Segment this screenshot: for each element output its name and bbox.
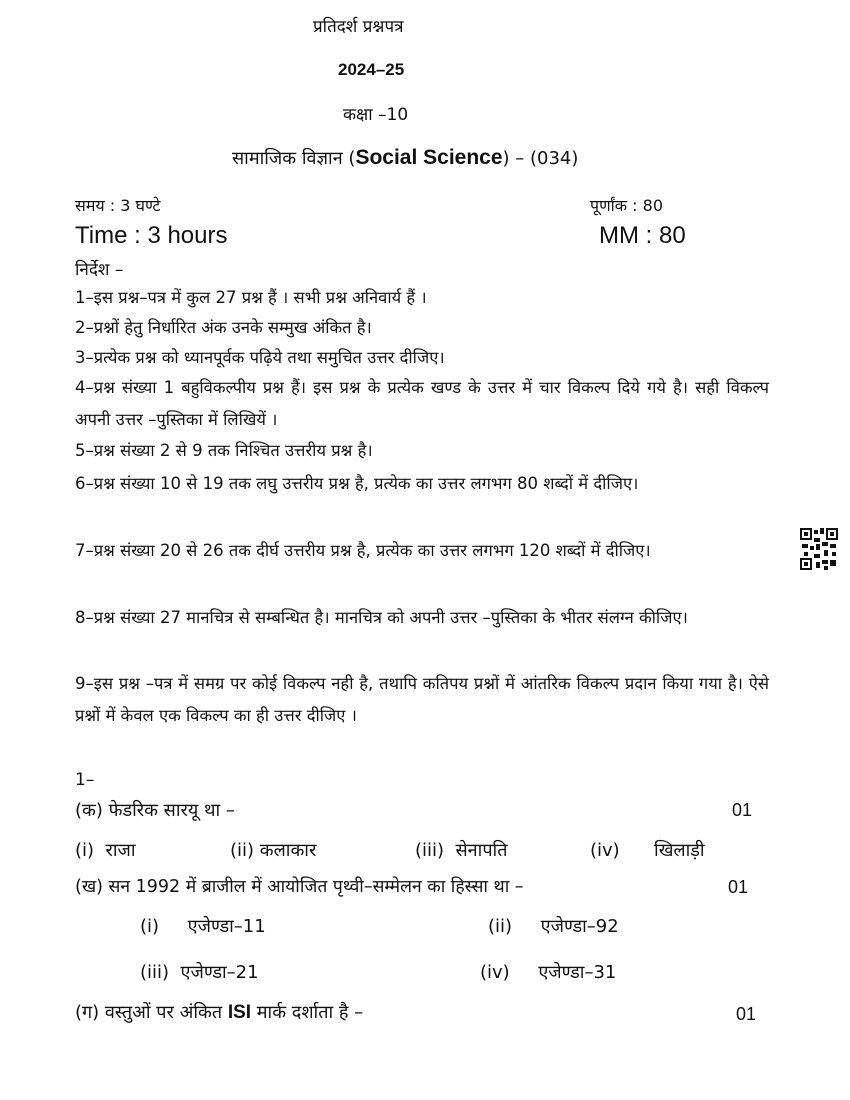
instruction-2: 2–प्रश्नों हेतु निर्धारित अंक उनके सम्मुख अंकित है।	[75, 318, 372, 337]
time-hindi: समय : 3 घण्टे	[75, 196, 161, 215]
question-1c-marks: 01	[736, 1004, 757, 1024]
option-1a-i: (i) राजा	[75, 840, 136, 861]
instruction-3: 3–प्रत्येक प्रश्न को ध्यानपूर्वक पढ़िये तथा समुचित उत्तर दीजिए।	[75, 348, 445, 367]
subject-hindi: सामाजिक विज्ञान (	[232, 148, 356, 169]
marks-hindi: पूर्णांक : 80	[590, 196, 664, 215]
subject-heading	[232, 146, 578, 170]
option-1a-ii: (ii) कलाकार	[230, 840, 317, 861]
instruction-5: 5–प्रश्न संख्या 2 से 9 तक निश्चित उत्तरीय प्रश्न है।	[75, 441, 373, 460]
session-year: 2024–25	[338, 60, 405, 79]
subject-code: ) – (034)	[502, 148, 579, 169]
instruction-8: 8–प्रश्न संख्या 27 मानचित्र से सम्बन्धित है। मानचित्र को अपनी उत्तर –पुस्तिका के भीतर संलग्न कीजिए।	[75, 608, 688, 627]
option-1b-i: (i) एजेण्डा–11	[140, 916, 266, 937]
instruction-6: 6–प्रश्न संख्या 10 से 19 तक लघु उत्तरीय प्रश्न है, प्रत्येक का उत्तर लगभग 80 शब्दों में दीजिए।	[75, 474, 639, 493]
option-1b-iii: (iii) एजेण्डा–21	[140, 962, 259, 983]
question-number: 1–	[75, 770, 95, 790]
option-1b-iv: (iv) एजेण्डा–31	[480, 962, 617, 983]
paper-title: प्रतिदर्श प्रश्नपत्र	[313, 17, 404, 37]
question-1a-marks: 01	[732, 800, 753, 820]
subject-english: Social Science	[355, 146, 503, 169]
time-english: Time : 3 hours	[75, 222, 228, 249]
option-1a-iv: (iv) खिलाड़ी	[590, 840, 705, 861]
marks-english: MM : 80	[599, 222, 686, 249]
option-1b-ii: (ii) एजेण्डा–92	[488, 916, 619, 937]
instruction-7: 7–प्रश्न संख्या 20 से 26 तक दीर्घ उत्तरीय प्रश्न है, प्रत्येक का उत्तर लगभग 120 शब्दों में दीजिए।	[75, 541, 651, 560]
question-1b-marks: 01	[728, 877, 749, 897]
question-1a-text: (क) फेडरिक सारयू था –	[75, 800, 235, 821]
instruction-1: 1–इस प्रश्न–पत्र में कुल 27 प्रश्न हैं । सभी प्रश्न अनिवार्य हैं ।	[75, 288, 427, 307]
class-label: कक्षा –10	[343, 105, 409, 125]
qr-code-icon	[800, 528, 838, 570]
option-1a-iii: (iii) सेनापति	[415, 840, 508, 861]
instruction-4: 4–प्रश्न संख्या 1 बहुविकल्पीय प्रश्न हैं। इस प्रश्न के प्रत्येक खण्ड के उत्तर में चार विकल्प दिये गये है। सही विकल्प अपनी उत्तर –पुस्तिका में लिखियें ।	[75, 378, 769, 429]
question-1b-text: (ख) सन 1992 में ब्राजील में आयोजित पृथ्वी–सम्मेलन का हिस्सा था –	[75, 877, 524, 897]
instruction-9: 9–इस प्रश्न –पत्र में समग्र पर कोई विकल्प नही है, तथापि कतिपय प्रश्नों में आंतरिक विकल्प प्रदान किया गया है। ऐसे प्रश्नों में केवल एक विकल्प का ही उत्तर दीजिए ।	[75, 674, 769, 725]
question-1c-text: (ग) वस्तुओं पर अंकित ISI मार्क दर्शाता है –	[75, 1002, 364, 1023]
instructions-heading: निर्देश –	[75, 260, 124, 280]
